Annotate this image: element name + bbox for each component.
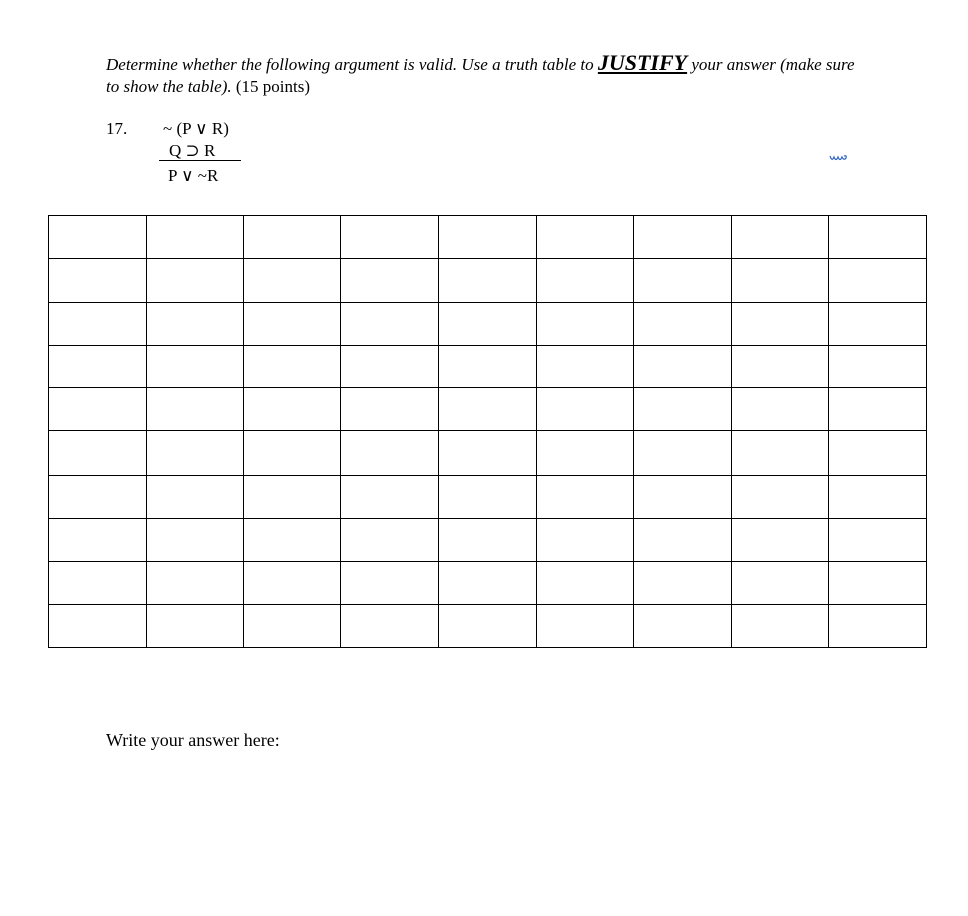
instruction-text-1: Determine whether the following argument is valid. Use a truth table to <box>106 55 598 74</box>
table-cell[interactable] <box>537 388 634 431</box>
table-cell[interactable] <box>634 431 732 476</box>
table-cell[interactable] <box>537 476 634 519</box>
table-cell[interactable] <box>732 476 829 519</box>
table-cell[interactable] <box>49 605 147 648</box>
table-cell[interactable] <box>829 562 927 605</box>
table-cell[interactable] <box>732 346 829 388</box>
table-cell[interactable] <box>829 476 927 519</box>
table-row <box>49 519 927 562</box>
table-row <box>49 605 927 648</box>
premise-2: Q ⊃ R <box>169 141 216 160</box>
table-cell[interactable] <box>634 519 732 562</box>
table-cell[interactable] <box>244 476 341 519</box>
truth-table <box>48 215 927 648</box>
table-row <box>49 476 927 519</box>
table-row <box>49 346 927 388</box>
table-cell[interactable] <box>147 476 244 519</box>
table-cell[interactable] <box>244 259 341 303</box>
table-cell[interactable] <box>829 346 927 388</box>
table-cell[interactable] <box>537 605 634 648</box>
table-cell[interactable] <box>634 216 732 259</box>
table-cell[interactable] <box>439 562 537 605</box>
table-cell[interactable] <box>829 216 927 259</box>
table-cell[interactable] <box>49 519 147 562</box>
table-cell[interactable] <box>341 605 439 648</box>
table-cell[interactable] <box>732 388 829 431</box>
table-cell[interactable] <box>439 346 537 388</box>
justify-emphasis: JUSTIFY <box>597 50 688 75</box>
table-row <box>49 562 927 605</box>
table-cell[interactable] <box>732 303 829 346</box>
table-cell[interactable] <box>634 259 732 303</box>
table-cell[interactable] <box>537 303 634 346</box>
table-cell[interactable] <box>537 519 634 562</box>
table-cell[interactable] <box>49 562 147 605</box>
table-cell[interactable] <box>439 303 537 346</box>
table-cell[interactable] <box>634 562 732 605</box>
table-cell[interactable] <box>147 388 244 431</box>
conclusion: P ∨ ~R <box>168 166 219 185</box>
table-cell[interactable] <box>49 388 147 431</box>
table-cell[interactable] <box>244 562 341 605</box>
table-cell[interactable] <box>439 259 537 303</box>
table-cell[interactable] <box>732 605 829 648</box>
table-cell[interactable] <box>341 519 439 562</box>
table-cell[interactable] <box>439 476 537 519</box>
table-cell[interactable] <box>537 346 634 388</box>
table-cell[interactable] <box>341 303 439 346</box>
table-cell[interactable] <box>439 388 537 431</box>
table-cell[interactable] <box>341 346 439 388</box>
table-cell[interactable] <box>341 388 439 431</box>
table-cell[interactable] <box>829 605 927 648</box>
table-cell[interactable] <box>732 431 829 476</box>
table-cell[interactable] <box>829 303 927 346</box>
table-cell[interactable] <box>537 562 634 605</box>
table-cell[interactable] <box>244 431 341 476</box>
table-row <box>49 259 927 303</box>
table-cell[interactable] <box>49 431 147 476</box>
table-cell[interactable] <box>634 346 732 388</box>
table-cell[interactable] <box>244 605 341 648</box>
table-cell[interactable] <box>537 216 634 259</box>
table-cell[interactable] <box>341 259 439 303</box>
table-cell[interactable] <box>732 562 829 605</box>
table-cell[interactable] <box>147 346 244 388</box>
table-cell[interactable] <box>341 476 439 519</box>
table-cell[interactable] <box>634 388 732 431</box>
table-cell[interactable] <box>49 476 147 519</box>
table-cell[interactable] <box>244 216 341 259</box>
table-cell[interactable] <box>341 216 439 259</box>
answer-prompt: Write your answer here: <box>106 730 280 750</box>
question-instructions <box>106 52 866 98</box>
question-number: 17. <box>106 119 128 138</box>
table-cell[interactable] <box>147 216 244 259</box>
table-cell[interactable] <box>341 431 439 476</box>
table-cell[interactable] <box>49 259 147 303</box>
points-label: (15 points) <box>231 77 310 96</box>
table-cell[interactable] <box>244 519 341 562</box>
blue-squiggle-icon[interactable] <box>829 152 849 164</box>
table-cell[interactable] <box>829 388 927 431</box>
table-row <box>49 388 927 431</box>
table-cell[interactable] <box>439 605 537 648</box>
table-cell[interactable] <box>49 303 147 346</box>
table-cell[interactable] <box>244 388 341 431</box>
table-cell[interactable] <box>147 259 244 303</box>
table-cell[interactable] <box>537 431 634 476</box>
table-cell[interactable] <box>634 303 732 346</box>
table-cell[interactable] <box>244 303 341 346</box>
table-row <box>49 431 927 476</box>
table-cell[interactable] <box>147 562 244 605</box>
table-cell[interactable] <box>244 346 341 388</box>
table-cell[interactable] <box>439 431 537 476</box>
table-cell[interactable] <box>147 605 244 648</box>
table-cell[interactable] <box>634 605 732 648</box>
table-cell[interactable] <box>732 519 829 562</box>
table-row <box>49 303 927 346</box>
table-cell[interactable] <box>49 216 147 259</box>
table-row <box>49 216 927 259</box>
table-cell[interactable] <box>341 562 439 605</box>
table-cell[interactable] <box>49 346 147 388</box>
table-cell[interactable] <box>147 519 244 562</box>
premise-1: ~ (P ∨ R) <box>163 119 229 138</box>
table-cell[interactable] <box>829 519 927 562</box>
table-cell[interactable] <box>439 519 537 562</box>
table-cell[interactable] <box>537 259 634 303</box>
table-cell[interactable] <box>439 216 537 259</box>
instruction-text-2: your answer (make sure to show the table). <box>106 55 855 96</box>
table-cell[interactable] <box>732 259 829 303</box>
table-cell[interactable] <box>147 431 244 476</box>
table-cell[interactable] <box>829 431 927 476</box>
table-cell[interactable] <box>732 216 829 259</box>
table-cell[interactable] <box>634 476 732 519</box>
table-cell[interactable] <box>147 303 244 346</box>
conclusion-divider <box>159 160 241 161</box>
table-cell[interactable] <box>829 259 927 303</box>
